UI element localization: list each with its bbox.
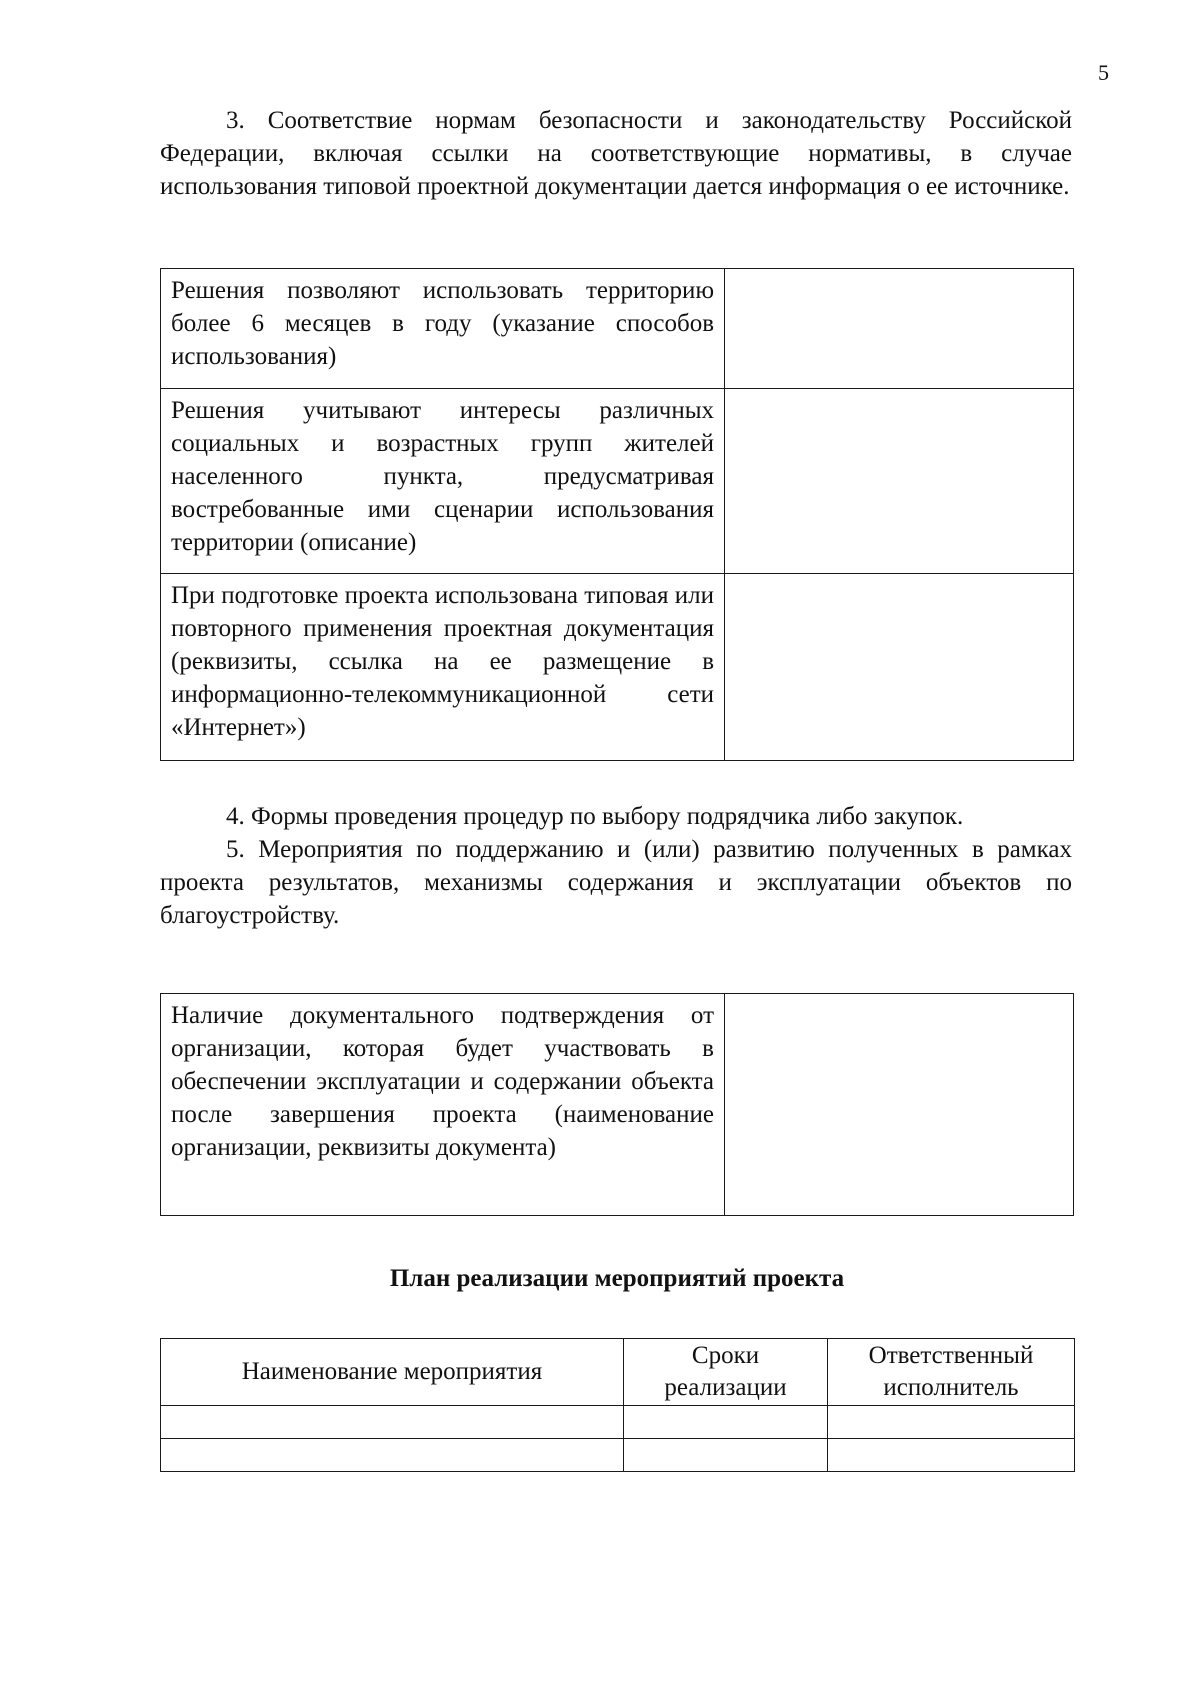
column-header-responsible: Ответственный исполнитель xyxy=(828,1339,1075,1406)
page-number: 5 xyxy=(1098,60,1109,85)
maintenance-table xyxy=(160,993,1074,1216)
plan-cell xyxy=(828,1439,1075,1472)
column-header-deadline: Сроки реализации xyxy=(624,1339,828,1406)
table-row xyxy=(161,574,1074,761)
maintenance-label: Наличие документального подтверждения от организации, которая будет участвовать в обеспечении эксплуатации и содержании объекта после завершения проекта (наименование организации, реквизиты документа) xyxy=(161,994,725,1216)
table-row xyxy=(161,269,1074,389)
maintenance-value xyxy=(725,994,1074,1216)
criteria-value xyxy=(725,269,1074,389)
table-row xyxy=(161,994,1074,1216)
criteria-value xyxy=(725,389,1074,574)
plan-cell xyxy=(161,1439,624,1472)
table-row xyxy=(161,1406,1075,1439)
criteria-label: При подготовке проекта использована типовая или повторного применения проектная документация (реквизиты, ссылка на ее размещение в информационно-телекоммуникационной сети «Интернет») xyxy=(161,574,725,761)
plan-header-row xyxy=(161,1339,1075,1406)
column-header-activity: Наименование мероприятия xyxy=(161,1339,624,1406)
plan-cell xyxy=(624,1406,828,1439)
criteria-value xyxy=(725,574,1074,761)
section-5-paragraph: 5. Мероприятия по поддержанию и (или) развитию полученных в рамках проекта результатов, механизмы содержания и эксплуатации объектов по благоустройству. xyxy=(160,836,1072,929)
plan-cell xyxy=(161,1406,624,1439)
plan-cell xyxy=(828,1406,1075,1439)
criteria-label: Решения учитывают интересы различных социальных и возрастных групп жителей населенного пункта, предусматривая востребованные ими сценарии использования территории (описание) xyxy=(161,389,725,574)
table-row xyxy=(161,389,1074,574)
section-3-paragraph: 3. Соответствие нормам безопасности и законодательству Российской Федерации, включая ссылки на соответствующие нормативы, в случае использования типовой проектной документации дается информация о ее источнике. xyxy=(160,107,1072,200)
criteria-label: Решения позволяют использовать территорию более 6 месяцев в году (указание способов использования) xyxy=(161,269,725,389)
section-4-paragraph: 4. Формы проведения процедур по выбору подрядчика либо закупок. xyxy=(226,803,964,830)
plan-title: План реализации мероприятий проекта xyxy=(389,1265,845,1292)
plan-cell xyxy=(624,1439,828,1472)
plan-table xyxy=(160,1338,1075,1472)
table-row xyxy=(161,1439,1075,1472)
criteria-table xyxy=(160,268,1074,761)
